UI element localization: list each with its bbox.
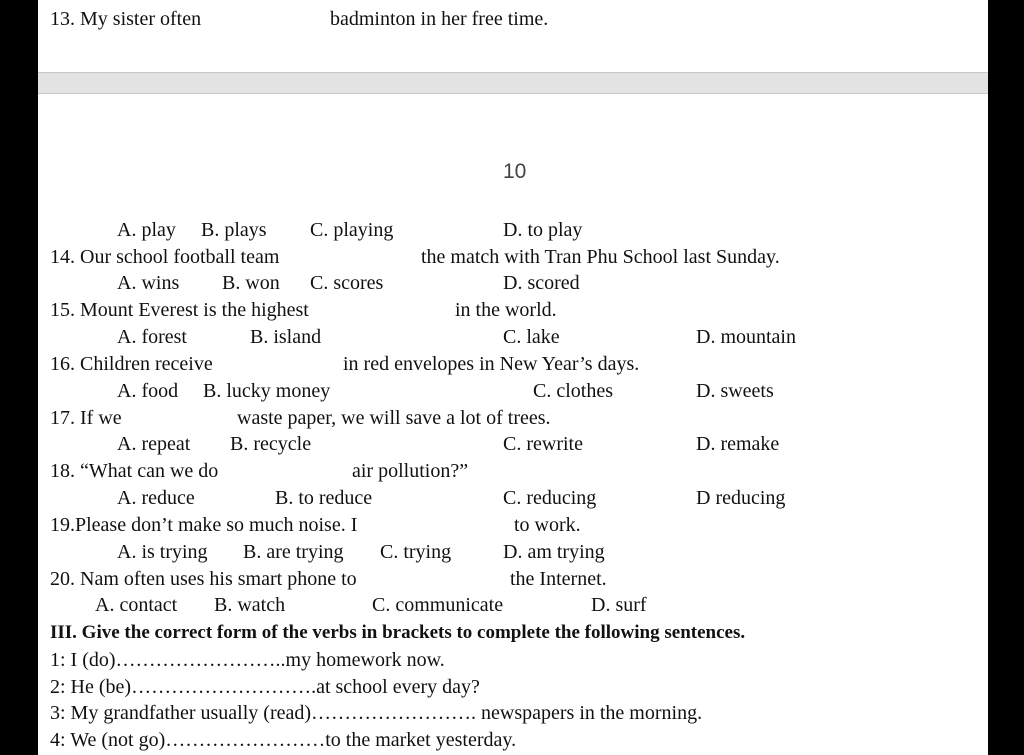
section-3-heading: III. Give the correct form of the verbs in brackets to complete the following sentences. xyxy=(50,622,746,643)
q19-option-a: A. is trying xyxy=(117,541,208,563)
q17-option-a: A. repeat xyxy=(117,433,191,455)
q15-stem-start: 15. Mount Everest is the highest xyxy=(50,299,309,321)
q17-option-b: B. recycle xyxy=(230,433,312,455)
q13-stem-end: badminton in her free time. xyxy=(330,8,549,30)
q16-option-b: B. lucky money xyxy=(203,380,331,402)
section-3-item-2: 2: He (be)……………………….at school every day? xyxy=(50,676,480,698)
q19-option-c: C. trying xyxy=(380,541,452,563)
q13-option-b: B. plays xyxy=(201,219,267,241)
q16-stem-end: in red envelopes in New Year’s days. xyxy=(343,353,640,375)
q15-stem-end: in the world. xyxy=(455,299,557,321)
q14-option-a: A. wins xyxy=(117,272,180,294)
q18-stem-end: air pollution?” xyxy=(352,460,469,482)
page-number: 10 xyxy=(503,160,527,183)
q20-option-d: D. surf xyxy=(591,594,647,616)
q15-option-b: B. island xyxy=(250,326,322,348)
section-3-item-1: 1: I (do)……………………..my homework now. xyxy=(50,649,445,671)
q15-option-c: C. lake xyxy=(503,326,560,348)
q14-option-c: C. scores xyxy=(310,272,384,294)
q16-option-d: D. sweets xyxy=(696,380,774,402)
q14-option-d: D. scored xyxy=(503,272,580,294)
q14-option-b: B. won xyxy=(222,272,280,294)
q16-stem-start: 16. Children receive xyxy=(50,353,213,375)
q18-option-b: B. to reduce xyxy=(275,487,373,509)
q13-option-d: D. to play xyxy=(503,219,583,241)
page-break-gap xyxy=(38,72,988,94)
q19-option-d: D. am trying xyxy=(503,541,605,563)
q18-option-a: A. reduce xyxy=(117,487,195,509)
q18-option-d: D reducing xyxy=(696,487,786,509)
q14-stem-end: the match with Tran Phu School last Sunday. xyxy=(421,246,780,268)
q20-option-c: C. communicate xyxy=(372,594,504,616)
q17-stem-end: waste paper, we will save a lot of trees. xyxy=(237,407,551,429)
q18-stem-start: 18. “What can we do xyxy=(50,460,219,482)
q19-stem-start: 19.Please don’t make so much noise. I xyxy=(50,514,358,536)
q20-option-b: B. watch xyxy=(214,594,286,616)
q15-option-d: D. mountain xyxy=(696,326,796,348)
section-3-item-4: 4: We (not go)……………………to the market yesterday. xyxy=(50,729,517,751)
section-3-item-3: 3: My grandfather usually (read)……………………. newspapers in the morning. xyxy=(50,702,703,724)
q17-option-d: D. remake xyxy=(696,433,780,455)
q17-stem-start: 17. If we xyxy=(50,407,122,429)
q19-stem-end: to work. xyxy=(514,514,581,536)
q16-option-a: A. food xyxy=(117,380,179,402)
q20-stem-end: the Internet. xyxy=(510,568,607,590)
q18-option-c: C. reducing xyxy=(503,487,597,509)
q13-stem-start: 13. My sister often xyxy=(50,8,202,30)
q16-option-c: C. clothes xyxy=(533,380,613,402)
q13-option-c: C. playing xyxy=(310,219,394,241)
q13-option-a: A. play xyxy=(117,219,176,241)
q20-option-a: A. contact xyxy=(95,594,178,616)
q19-option-b: B. are trying xyxy=(243,541,344,563)
q17-option-c: C. rewrite xyxy=(503,433,583,455)
q15-option-a: A. forest xyxy=(117,326,187,348)
q14-stem-start: 14. Our school football team xyxy=(50,246,280,268)
q20-stem-start: 20. Nam often uses his smart phone to xyxy=(50,568,357,590)
